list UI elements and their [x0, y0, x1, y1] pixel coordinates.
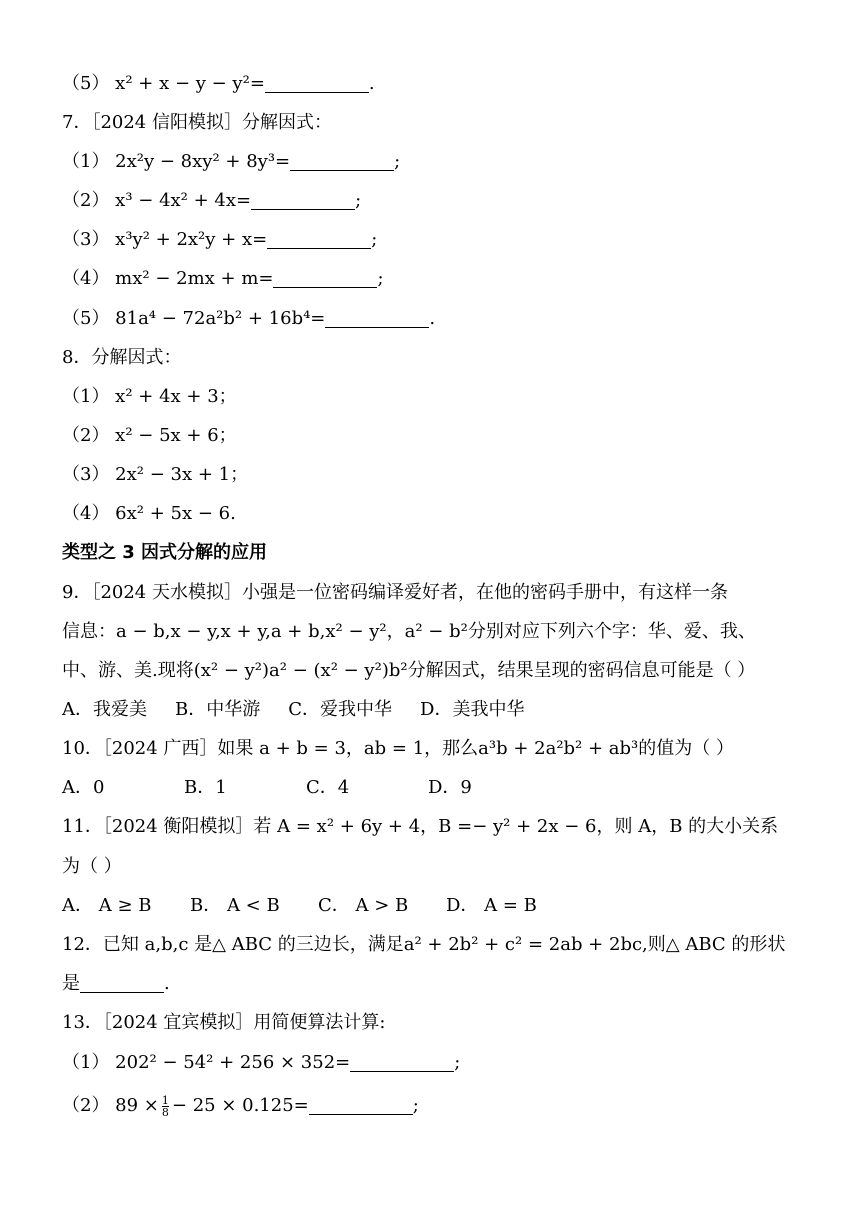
q11-stem-line1: 11．［2024 衡阳模拟］若 A = x² + 6y + 4，B =− y² + 2x − 6，则 A，B 的大小关系	[62, 816, 779, 837]
q8-part4: （4） 6x² + 5x − 6.	[62, 503, 236, 524]
option-c[interactable]: C．爱我中华	[288, 699, 393, 720]
option-d[interactable]: D．美我中华	[420, 699, 525, 720]
q9-stem-line1: 9．［2024 天水模拟］小强是一位密码编译爱好者，在他的密码手册中，有这样一条	[62, 582, 728, 603]
answer-blank[interactable]	[80, 972, 164, 993]
option-b[interactable]: B． A < B	[190, 895, 280, 916]
q7-part5: （5） 81a⁴ − 72a²b² + 16b⁴= .	[62, 308, 436, 329]
q7-part4: （4） mx² − 2mx + m= ;	[62, 268, 384, 289]
q10-options	[62, 772, 500, 804]
q11-stem-line2: 为（ ）	[62, 856, 122, 877]
answer-blank[interactable]	[251, 189, 355, 210]
option-a[interactable]: A．0	[62, 777, 105, 798]
q12-stem-line2: 是 .	[62, 973, 170, 994]
option-b[interactable]: B．中华游	[175, 699, 261, 720]
option-d[interactable]: D．9	[428, 777, 472, 798]
option-a[interactable]: A． A ≥ B	[62, 895, 152, 916]
q7-part3: （3） x³y² + 2x²y + x= ;	[62, 229, 378, 250]
option-a[interactable]: A．我爱美	[62, 699, 147, 720]
q9-options	[62, 694, 552, 726]
answer-blank[interactable]	[309, 1094, 413, 1115]
q8-stem: 8．分解因式：	[62, 347, 182, 368]
q13-part1: （1） 202² − 54² + 256 × 352= ;	[62, 1052, 461, 1073]
answer-blank[interactable]	[290, 150, 394, 171]
q8-part2: （2） x² − 5x + 6；	[62, 425, 237, 446]
q13-part2: （2） 89 × $\frac{1}{8}$ − 25 × 0.125= ;	[62, 1093, 419, 1119]
answer-blank[interactable]	[265, 72, 369, 93]
answer-blank[interactable]	[267, 228, 371, 249]
fraction: $\frac{1}{8}$	[161, 1093, 169, 1119]
q13-stem: 13．［2024 宜宾模拟］用简便算法计算:	[62, 1012, 386, 1033]
q8-part3: （3） 2x² − 3x + 1；	[62, 464, 249, 485]
option-b[interactable]: B．1	[184, 777, 227, 798]
q10-stem: 10．［2024 广西］如果 a + b = 3，ab = 1，那么a³b + 2a²b² + ab³的值为（ ）	[62, 738, 734, 759]
section-heading: 类型之 3 因式分解的应用	[62, 542, 268, 563]
option-d[interactable]: D． A = B	[446, 895, 537, 916]
q11-options	[62, 890, 565, 922]
answer-blank[interactable]	[273, 267, 377, 288]
q9-stem-line2: 信息：a − b,x − y,x + y,a + b,x² − y²，a² − b²分别对应下列六个字：华、爱、我、	[62, 621, 756, 642]
q6-part5: （5） x² + x − y − y²= .	[62, 73, 375, 94]
option-c[interactable]: C．4	[306, 777, 350, 798]
q9-stem-line3: 中、游、美.现将(x² − y²)a² − (x² − y²)b²分解因式，结果呈现的密码信息可能是（ ）	[62, 660, 756, 681]
answer-blank[interactable]	[350, 1051, 454, 1072]
q7-part1: （1） 2x²y − 8xy² + 8y³= ;	[62, 151, 401, 172]
option-c[interactable]: C． A > B	[318, 895, 409, 916]
q12-stem-line1: 12．已知 a,b,c 是△ ABC 的三边长，满足a² + 2b² + c² = 2ab + 2bc,则△ ABC 的形状	[62, 934, 786, 955]
q7-part2: （2） x³ − 4x² + 4x= ;	[62, 190, 362, 211]
q8-part1: （1） x² + 4x + 3；	[62, 386, 237, 407]
answer-blank[interactable]	[325, 307, 429, 328]
q7-stem: 7．［2024 信阳模拟］分解因式：	[62, 112, 332, 133]
